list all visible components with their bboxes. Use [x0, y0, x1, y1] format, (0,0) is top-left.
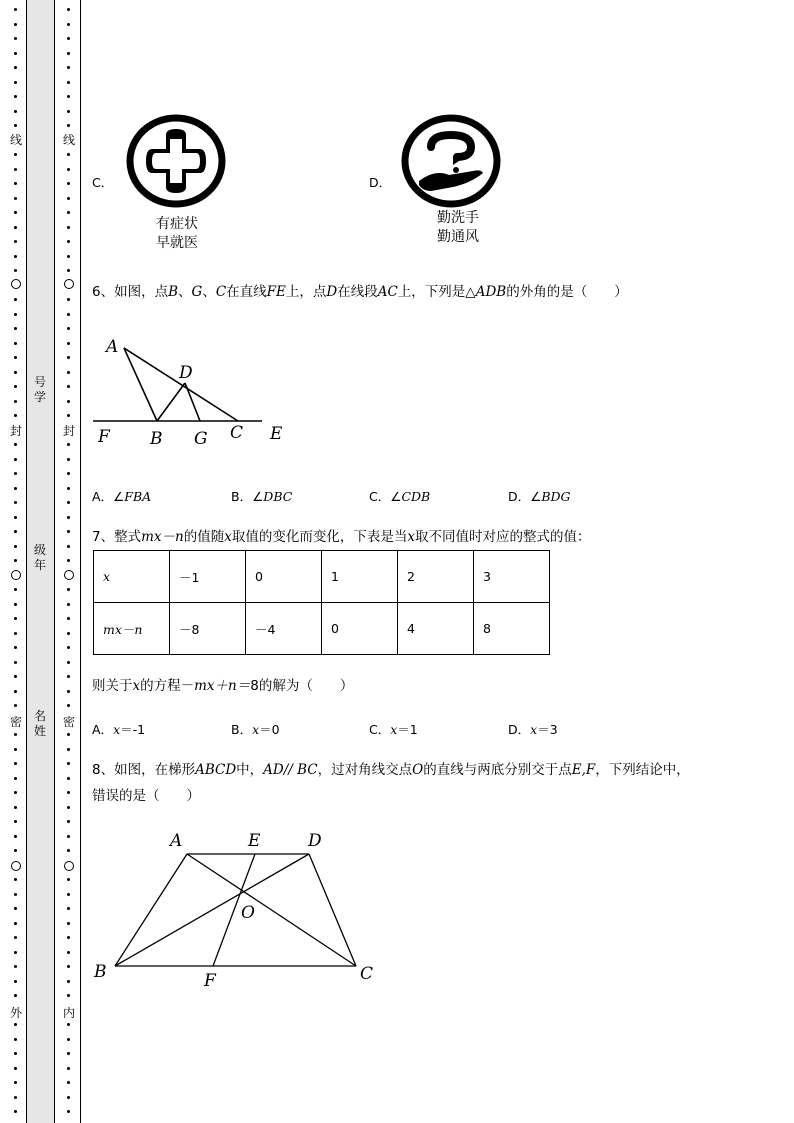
binding-dot: [14, 66, 17, 69]
binding-dot: [67, 1096, 70, 1099]
table-cell: 1: [322, 551, 398, 603]
segment-dg: [185, 383, 200, 421]
trapezoid-figure: [88, 826, 388, 996]
segment-ab: [115, 854, 187, 966]
binding-dot: [14, 661, 17, 664]
inner-seal-mark: 封: [62, 424, 75, 438]
binding-dot: [14, 1081, 17, 1084]
q6-option-a: A．∠FBA: [92, 489, 152, 504]
point-label-a: A: [106, 337, 119, 357]
binding-dot: [14, 226, 17, 229]
outer-seal-mark: 封: [9, 424, 22, 438]
point-label-f: F: [204, 971, 216, 991]
inner-seal-mark: 内: [62, 1006, 75, 1020]
class-field: 级年: [33, 543, 46, 572]
outer-circle-mark: [11, 279, 21, 289]
binding-dot: [14, 1052, 17, 1055]
binding-dot: [14, 936, 17, 939]
binding-dot: [67, 632, 70, 635]
binding-dot: [14, 487, 17, 490]
binding-dot: [14, 777, 17, 780]
binding-dot: [67, 168, 70, 171]
binding-dot: [67, 704, 70, 707]
binding-dot: [67, 820, 70, 823]
option-d-caption: [418, 209, 498, 247]
binding-dot: [67, 182, 70, 185]
binding-dot: [67, 791, 70, 794]
table-cell: 2: [398, 551, 474, 603]
binding-dot: [67, 255, 70, 258]
binding-dot: [67, 443, 70, 446]
binding-dot: [67, 603, 70, 606]
point-label-e: E: [270, 424, 283, 444]
binding-dot: [67, 878, 70, 881]
question-7-followup: 则关于x的方程－mx＋n＝8的解为（ ）: [92, 678, 354, 694]
binding-dot: [14, 458, 17, 461]
binding-dot: [67, 1052, 70, 1055]
inner-seal-mark: 密: [62, 715, 75, 729]
binding-dot: [67, 487, 70, 490]
binding-dot: [14, 893, 17, 896]
outer-seal-mark: 密: [9, 715, 22, 729]
point-label-b: B: [150, 429, 163, 449]
binding-dot: [67, 211, 70, 214]
binding-dot: [67, 400, 70, 403]
binding-dot: [67, 994, 70, 997]
binding-dot: [67, 240, 70, 243]
q7-option-c: C．x＝1: [369, 722, 418, 737]
binding-dot: [14, 733, 17, 736]
outer-circle-mark: [11, 570, 21, 580]
binding-dot: [14, 762, 17, 765]
binding-dot: [67, 907, 70, 910]
cross-badge-icon: [126, 113, 226, 209]
inner-circle-mark: [64, 570, 74, 580]
binding-dot: [14, 835, 17, 838]
binding-dot: [67, 516, 70, 519]
binding-dot: [67, 936, 70, 939]
binding-dot: [14, 327, 17, 330]
binding-dot: [67, 356, 70, 359]
point-label-b: B: [94, 962, 107, 982]
binding-dot: [67, 124, 70, 127]
binding-dot: [67, 661, 70, 664]
q7-option-a: A．x＝-1: [92, 722, 146, 737]
binding-dot: [14, 8, 17, 11]
table-row: [94, 603, 550, 655]
binding-dot: [14, 313, 17, 316]
binding-dot: [67, 95, 70, 98]
binding-dot: [14, 52, 17, 55]
binding-dot: [14, 110, 17, 113]
binding-dot: [67, 501, 70, 504]
binding-dot: [14, 168, 17, 171]
binding-dot: [14, 994, 17, 997]
binding-dot: [67, 762, 70, 765]
outer-seal-mark: 外: [9, 1006, 22, 1020]
question-7-text: 7、整式mx－n的值随x取值的变化而变化，下表是当x取不同值时对应的整式的值：: [92, 529, 591, 545]
binding-dot: [14, 632, 17, 635]
binding-dot: [67, 617, 70, 620]
option-c-caption-line2: 早就医: [156, 235, 198, 251]
binding-dot: [67, 559, 70, 562]
handwash-badge-icon: [401, 113, 501, 209]
binding-dot: [14, 922, 17, 925]
table-cell: x: [94, 551, 170, 603]
option-d-caption-line2: 勤通风: [437, 229, 479, 245]
q7-option-b: B．x＝0: [231, 722, 280, 737]
binding-dot: [14, 878, 17, 881]
binding-dot: [14, 559, 17, 562]
point-label-e: E: [248, 831, 261, 851]
binding-dot: [67, 922, 70, 925]
binding-dot: [14, 530, 17, 533]
binding-dot: [14, 806, 17, 809]
binding-dot: [67, 980, 70, 983]
binding-dot: [67, 313, 70, 316]
option-c-caption-line1: 有症状: [156, 216, 198, 232]
point-label-o: O: [241, 903, 255, 923]
binding-dot: [14, 646, 17, 649]
binding-dot: [14, 443, 17, 446]
binding-dot: [14, 472, 17, 475]
binding-dot: [14, 951, 17, 954]
binding-dot: [14, 269, 17, 272]
binding-dot: [14, 1023, 17, 1026]
option-c-caption: [137, 215, 217, 253]
binding-dot: [14, 197, 17, 200]
binding-dot: [67, 545, 70, 548]
binding-dot: [14, 255, 17, 258]
table-cell: 0: [322, 603, 398, 655]
binding-dot: [14, 501, 17, 504]
binding-dot: [67, 327, 70, 330]
table-cell: 4: [398, 603, 474, 655]
name-field: 名姓: [33, 709, 46, 738]
binding-dot: [67, 1081, 70, 1084]
binding-dot: [67, 777, 70, 780]
binding-dot: [67, 849, 70, 852]
binding-dot: [14, 1067, 17, 1070]
point-label-g: G: [194, 429, 208, 449]
table-cell: －8: [170, 603, 246, 655]
binding-dot: [67, 748, 70, 751]
binding-dot: [14, 704, 17, 707]
binding-dot: [67, 675, 70, 678]
binding-dot: [14, 385, 17, 388]
binding-dot: [67, 472, 70, 475]
question-6-text: 6、如图，点B、G、C在直线FE上，点D在线段AC上，下列是△ADB的外角的是（ ）: [92, 284, 628, 300]
binding-dot: [67, 893, 70, 896]
binding-dot: [14, 748, 17, 751]
binding-dot: [14, 153, 17, 156]
binding-dot: [67, 690, 70, 693]
binding-dot: [14, 298, 17, 301]
binding-dot: [14, 23, 17, 26]
binding-dot: [14, 95, 17, 98]
binding-dot: [14, 81, 17, 84]
binding-dot: [14, 675, 17, 678]
binding-dot: [14, 1038, 17, 1041]
binding-dot: [14, 849, 17, 852]
point-label-d: D: [308, 831, 322, 851]
outer-seal-mark: 线: [9, 133, 22, 147]
binding-dot: [14, 356, 17, 359]
binding-dot: [67, 965, 70, 968]
binding-dot: [14, 400, 17, 403]
inner-dotted-line: [63, 0, 75, 1123]
binding-dot: [14, 37, 17, 40]
outer-circle-mark: [11, 861, 21, 871]
table-cell: 0: [246, 551, 322, 603]
inner-seal-mark: 线: [62, 133, 75, 147]
binding-dot: [67, 646, 70, 649]
segment-dc: [309, 854, 356, 966]
binding-dot: [67, 371, 70, 374]
binding-dot: [67, 66, 70, 69]
binding-dot: [67, 385, 70, 388]
binding-dot: [67, 153, 70, 156]
binding-dot: [14, 342, 17, 345]
table-cell: mx－n: [94, 603, 170, 655]
binding-dot: [67, 1067, 70, 1070]
binding-dot: [14, 371, 17, 374]
binding-dot: [67, 1038, 70, 1041]
inner-circle-mark: [64, 861, 74, 871]
binding-dot: [14, 603, 17, 606]
binding-dot: [14, 240, 17, 243]
binding-dot: [14, 791, 17, 794]
question-8-text-line2: 错误的是（ ）: [92, 788, 200, 804]
table-cell: －4: [246, 603, 322, 655]
point-label-f: F: [98, 427, 110, 447]
binding-dot: [14, 980, 17, 983]
binding-dot: [67, 81, 70, 84]
binding-dot: [67, 1110, 70, 1113]
point-label-c: C: [230, 423, 244, 443]
table-cell: －1: [170, 551, 246, 603]
binding-dot: [67, 298, 70, 301]
binding-dot: [14, 820, 17, 823]
q6-option-b: B．∠DBC: [231, 489, 293, 504]
binding-dot: [14, 965, 17, 968]
binding-dot: [67, 733, 70, 736]
binding-dot: [67, 197, 70, 200]
binding-dot: [67, 835, 70, 838]
binding-dot: [67, 414, 70, 417]
binding-dot: [67, 52, 70, 55]
binding-dot: [14, 907, 17, 910]
option-d-letter: D．: [369, 175, 392, 190]
point-label-a: A: [170, 831, 183, 851]
outer-dotted-line: [10, 0, 22, 1123]
binding-dot: [67, 269, 70, 272]
binding-dot: [67, 806, 70, 809]
binding-dot: [14, 182, 17, 185]
binding-dot: [67, 226, 70, 229]
binding-dot: [14, 545, 17, 548]
binding-margin-line: [80, 0, 81, 1123]
segment-bd: [157, 383, 185, 421]
binding-dot: [14, 1096, 17, 1099]
binding-dot: [67, 530, 70, 533]
q7-option-d: D．x＝3: [508, 722, 558, 737]
point-label-c: C: [360, 964, 374, 984]
binding-dot: [67, 37, 70, 40]
binding-dot: [67, 458, 70, 461]
binding-dot: [67, 588, 70, 591]
option-d-caption-line1: 勤洗手: [437, 210, 479, 226]
binding-dot: [14, 617, 17, 620]
option-c-letter: C．: [92, 175, 114, 190]
binding-dot: [67, 110, 70, 113]
binding-dot: [67, 342, 70, 345]
binding-dot: [14, 211, 17, 214]
binding-dot: [67, 1023, 70, 1026]
binding-dot: [67, 951, 70, 954]
question-8-text: 8、如图，在梯形ABCD中，AD// BC，过对角线交点O的直线与两底分别交于点E,F，下列结论中，: [92, 762, 690, 778]
q6-option-c: C．∠CDB: [369, 489, 431, 504]
binding-dot: [14, 516, 17, 519]
q6-option-d: D．∠BDG: [508, 489, 571, 504]
binding-dot: [67, 8, 70, 11]
table-row: [94, 551, 550, 603]
binding-dot: [14, 1110, 17, 1113]
binding-dot: [14, 690, 17, 693]
binding-dot: [14, 124, 17, 127]
binding-dot: [14, 588, 17, 591]
student-number-field: 号学: [33, 375, 46, 404]
value-table: [93, 550, 550, 655]
inner-circle-mark: [64, 279, 74, 289]
point-label-d: D: [179, 363, 193, 383]
triangle-figure: [90, 330, 300, 450]
table-cell: 8: [474, 603, 550, 655]
binding-dot: [67, 23, 70, 26]
binding-dot: [14, 414, 17, 417]
table-cell: 3: [474, 551, 550, 603]
